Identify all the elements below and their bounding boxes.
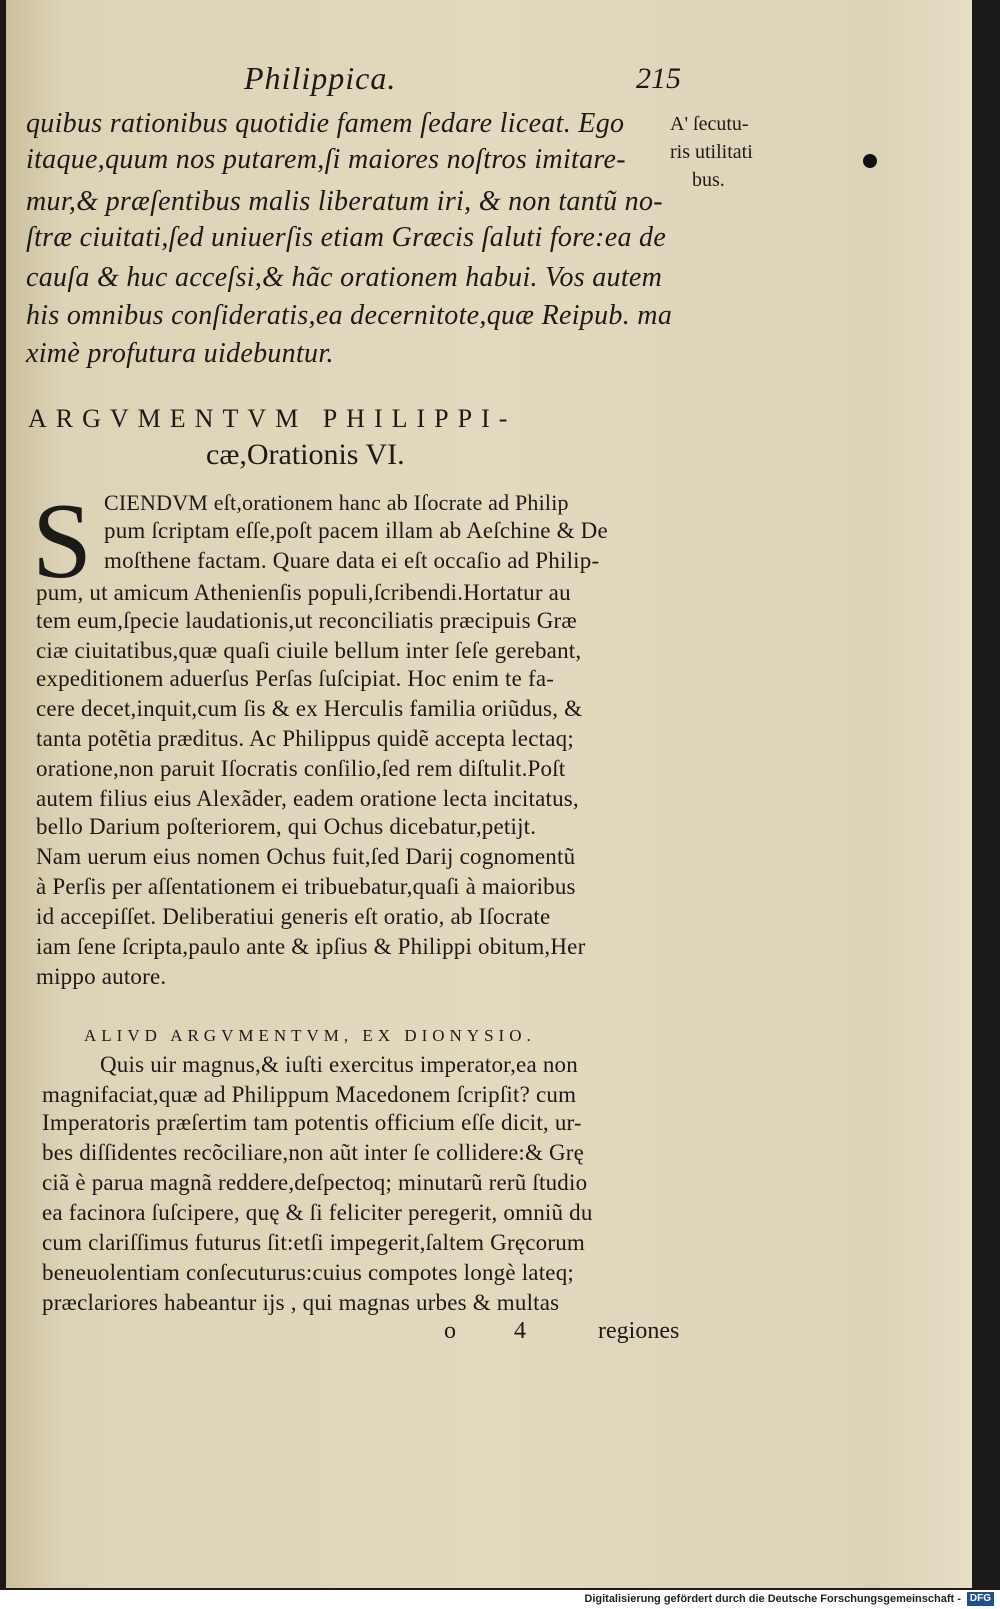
dionysius-line: ciã è parua magnã reddere,deſpectoq; minutarũ rerũ ſtudio bbox=[42, 1170, 588, 1195]
dionysius-line: Quis uir magnus,& iuſti exercitus imperator,ea non bbox=[100, 1052, 578, 1077]
marginal-note-line: A' ſecutu- bbox=[670, 113, 749, 135]
catchword: regiones bbox=[598, 1318, 680, 1344]
argument-line: Nam uerum eius nomen Ochus fuit,ſed Darij cognomentũ bbox=[36, 844, 576, 869]
argument-line: ciæ ciuitatibus,quæ quaſi ciuile bellum inter ſeſe gerebant, bbox=[36, 638, 582, 663]
italic-line: ximè profutura uidebuntur. bbox=[26, 338, 334, 369]
marginal-note-line: bus. bbox=[692, 169, 725, 191]
footer-text: Digitalisierung gefördert durch die Deutsche Forschungsgemeinschaft - bbox=[584, 1593, 961, 1605]
page-number: 215 bbox=[636, 62, 681, 95]
dionysius-heading: ALIVD ARGVMENTVM, EX DIONYSIO. bbox=[84, 1026, 536, 1045]
argument-line: à Perſis per aſſentationem ei tribuebatur,quaſi à maioribus bbox=[36, 874, 576, 899]
marginal-note bbox=[670, 110, 753, 194]
argument-line: cere decet,inquit,cum ſis & ex Herculis familia oriũdus, & bbox=[36, 696, 583, 721]
footer-bar bbox=[0, 1590, 1000, 1609]
argument-line: iam ſene ſcripta,paulo ante & ipſius & Philippi obitum,Her bbox=[36, 934, 586, 959]
signature-mark: o 4 bbox=[444, 1318, 552, 1344]
argument-line: id accepiſſet. Deliberatiui generis eſt oratio, ab Iſocrate bbox=[36, 904, 551, 929]
italic-line: cauſa & huc acceſsi,& hãc orationem habui. Vos autem bbox=[26, 262, 663, 293]
dionysius-line: Imperatoris præſertim tam potentis officium eſſe dicit, ur- bbox=[42, 1110, 582, 1135]
dionysius-line: ea facinora ſuſcipere, quę & ſi feliciter peregerit, omniũ du bbox=[42, 1200, 593, 1225]
argument-line: mippo autore. bbox=[36, 964, 167, 989]
argument-line: bello Darium poſteriorem, qui Ochus dicebatur,petijt. bbox=[36, 814, 537, 839]
dionysius-line: magnifaciat,quæ ad Philippum Macedonem ſcripſit? cum bbox=[42, 1082, 577, 1107]
argument-line: expeditionem aduerſus Perſas ſuſcipiat. Hoc enim te fa- bbox=[36, 666, 555, 691]
dionysius-line: beneuolentiam conſecuturus:cuius compotes longè lateq; bbox=[42, 1260, 574, 1285]
argument-line: moſthene factam. Quare data ei eſt occaſio ad Philip- bbox=[104, 548, 600, 573]
section-heading: ARGVMENTVM PHILIPPI- bbox=[28, 404, 517, 433]
argument-line: autem filius eius Alexãder, eadem oratione lecta incitatus, bbox=[36, 786, 579, 811]
running-title: Philippica. bbox=[244, 60, 397, 96]
italic-line: quibus rationibus quotidie famem ſedare liceat. Ego bbox=[26, 108, 625, 139]
marginal-note-line: ris utilitati bbox=[670, 141, 753, 163]
drop-cap: S bbox=[32, 482, 93, 601]
argument-line: pum, ut amicum Athenienſis populi,ſcribendi.Hortatur au bbox=[36, 580, 571, 605]
right-margin bbox=[872, 0, 972, 1588]
section-heading-continued: cæ,Orationis VI. bbox=[206, 438, 405, 471]
italic-line: mur,& præſentibus malis liberatum iri, & non tantũ no- bbox=[26, 186, 663, 217]
dfg-logo: DFG bbox=[967, 1592, 994, 1606]
argument-line: oratione,non paruit Iſocratis conſilio,ſed rem diſtulit.Poſt bbox=[36, 756, 566, 781]
argument-line: tanta potẽtia præditus. Ac Philippus quidẽ accepta lectaq; bbox=[36, 726, 574, 751]
argument-line: pum ſcriptam eſſe,poſt pacem illam ab Aeſchine & De bbox=[104, 518, 608, 543]
dionysius-line: præclariores habeantur ijs , qui magnas urbes & multas bbox=[42, 1290, 560, 1315]
italic-line: ſtræ ciuitati,ſed uniuerſis etiam Græcis ſaluti fore:ea de bbox=[26, 222, 667, 253]
argument-line: tem eum,ſpecie laudationis,ut reconciliatis præcipuis Græ bbox=[36, 608, 577, 633]
margin-dot bbox=[863, 154, 877, 168]
argument-line: CIENDVM eſt,orationem hanc ab Iſocrate ad Philip bbox=[104, 490, 569, 515]
dionysius-line: bes diſſidentes recõciliare,non aũt inter ſe collidere:& Grę bbox=[42, 1140, 585, 1165]
dionysius-line: cum clariſſimus futurus ſit:etſi impegerit,ſaltem Gręcorum bbox=[42, 1230, 586, 1255]
book-page bbox=[6, 0, 966, 1588]
italic-line: his omnibus conſideratis,ea decernitote,quæ Reipub. ma bbox=[26, 300, 673, 331]
italic-line: itaque,quum nos putarem,ſi maiores noſtros imitare- bbox=[26, 144, 626, 175]
